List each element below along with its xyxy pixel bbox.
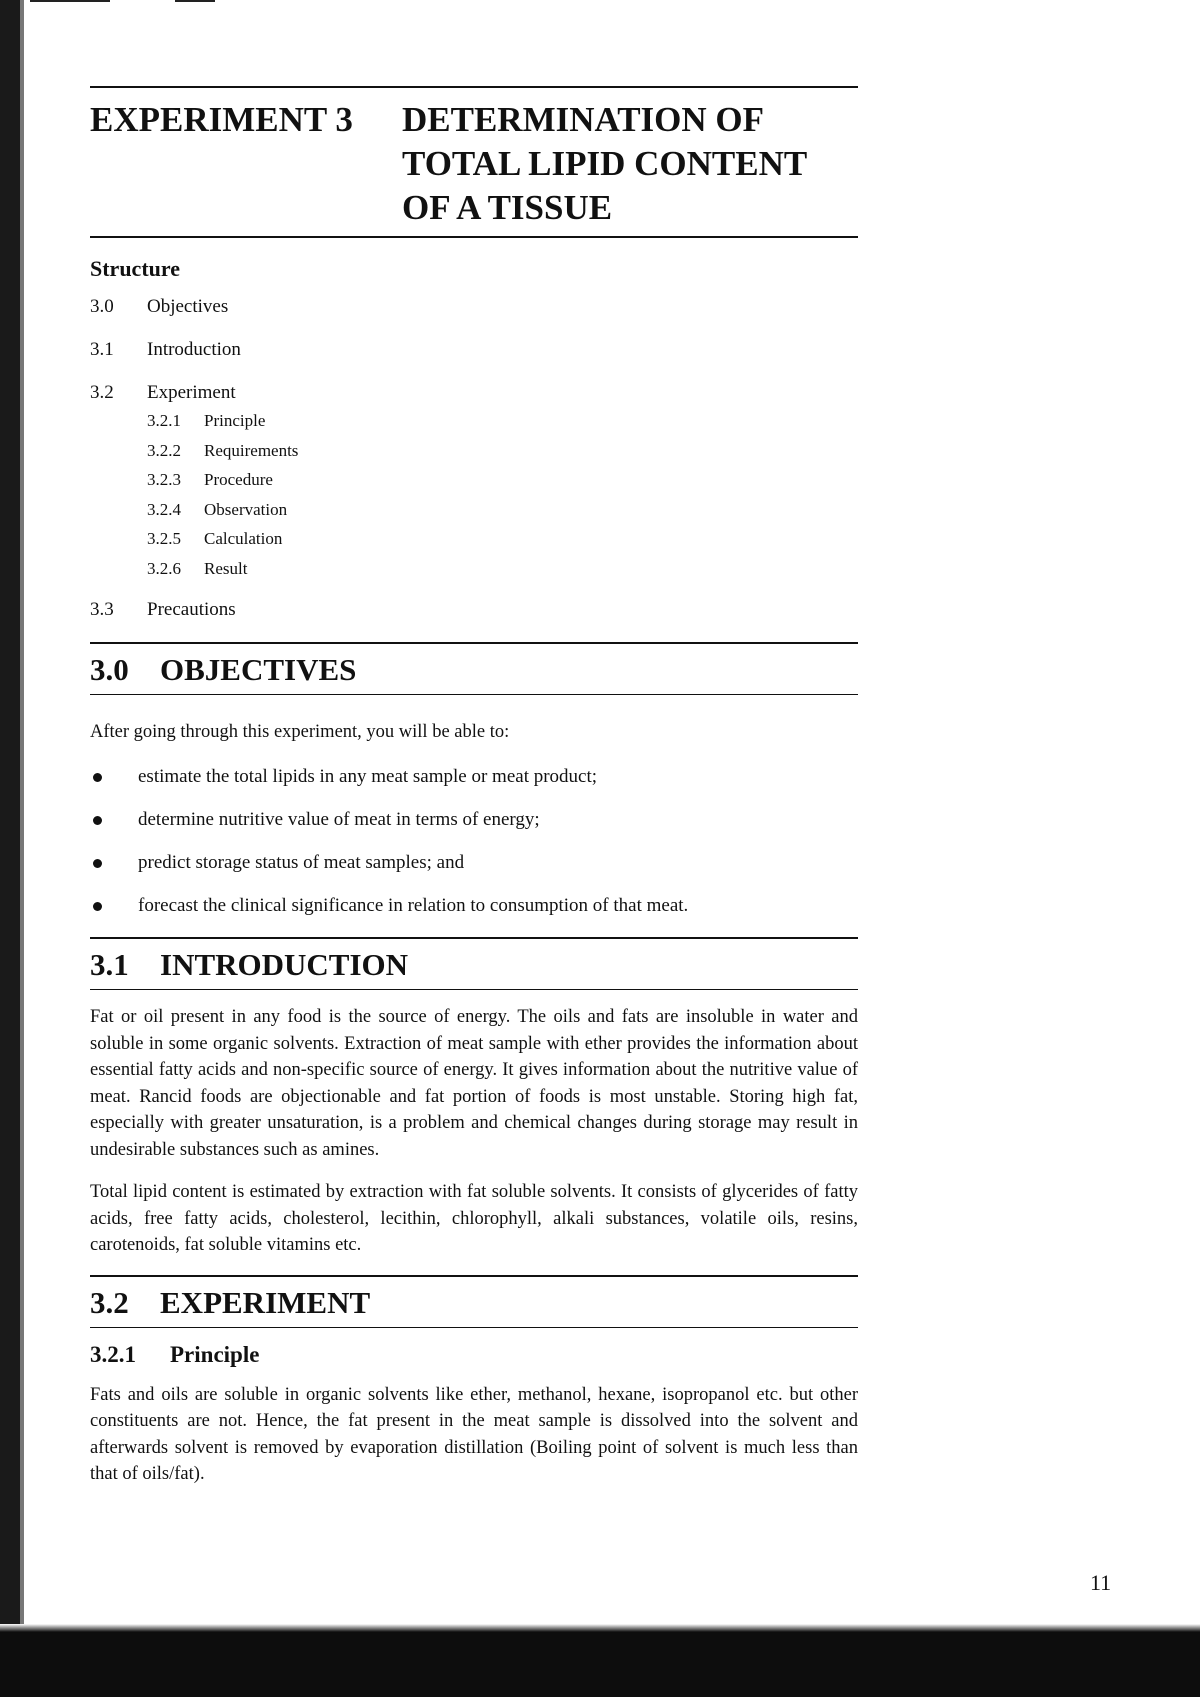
list-item — [90, 851, 858, 875]
section-bottom-rule — [90, 989, 858, 990]
scan-left-edge — [0, 0, 20, 1697]
toc-number: 3.1 — [90, 339, 114, 360]
bullet-icon — [90, 894, 138, 918]
objectives-list — [90, 765, 858, 918]
list-item — [90, 808, 858, 832]
section-title: INTRODUCTION — [160, 947, 409, 982]
experiment-header — [90, 88, 858, 236]
toc-subnumber: 3.2.2 — [147, 440, 181, 460]
paragraph: Fat or oil present in any food is the source of energy. The oils and fats are insoluble in water and soluble in some organic solvents. Extraction of meat sample with ether provides the information about essential fatty acids and non-specific source of energy. It gives information about the nutritive value of meat. Rancid foods are objectionable and fat portion of foods is most unstable. Storing high fat, especially with greater unsaturation, is a problem and chemical changes during storage may result in undesirable substances such as amines. — [90, 1007, 858, 1160]
scan-bottom-edge — [0, 1632, 1200, 1697]
list-item — [90, 894, 858, 918]
toc-subitem — [147, 559, 858, 579]
toc-subnumber: 3.2.1 — [147, 411, 181, 430]
section-heading-objectives — [90, 644, 858, 694]
structure-list — [90, 296, 858, 621]
section-heading-introduction — [90, 939, 858, 989]
section-number: 3.2 — [90, 1284, 129, 1320]
toc-label: Experiment — [147, 382, 236, 403]
scan-top-mark — [30, 0, 110, 2]
list-item-text: estimate the total lipids in any meat sample or meat product; — [138, 766, 598, 787]
scan-top-mark — [175, 0, 215, 2]
principle-paragraph: Fats and oils are soluble in organic solvents like ether, methanol, hexane, isopropanol etc. but other constituents are not. Hence, the fat present in the meat sample is dissolved into the solvent and afterwards solvent is removed by evaporation distillation (Boiling point of solvent is much less than that of oils/fat). — [90, 1384, 858, 1484]
list-item-text: determine nutritive value of meat in terms of energy; — [138, 809, 540, 830]
toc-number: 3.2 — [90, 382, 114, 403]
toc-number: 3.3 — [90, 598, 114, 620]
toc-sublist — [147, 411, 858, 579]
bullet-icon — [90, 851, 138, 875]
bullet-icon — [90, 765, 138, 789]
section-heading-experiment — [90, 1277, 858, 1327]
toc-sublabel: Procedure — [204, 470, 273, 489]
toc-subnumber: 3.2.3 — [147, 470, 181, 489]
list-item-text: forecast the clinical significance in relation to consumption of that meat. — [138, 895, 689, 916]
scan-bottom-fade — [0, 1624, 1200, 1632]
toc-sublabel: Observation — [204, 499, 288, 519]
toc-subitem — [147, 470, 858, 490]
list-item-text: predict storage status of meat samples; and — [138, 852, 465, 873]
toc-item — [90, 296, 858, 318]
page-number: 11 — [1090, 1570, 1112, 1595]
experiment-title: DETERMINATION OF TOTAL LIPID CONTENT OF A TISSUE — [402, 100, 808, 227]
section-title: EXPERIMENT — [160, 1284, 371, 1320]
section-title: OBJECTIVES — [160, 651, 357, 687]
document-page — [90, 86, 858, 1488]
toc-item — [90, 599, 858, 621]
toc-number: 3.0 — [90, 296, 114, 317]
toc-subnumber: 3.2.5 — [147, 529, 181, 548]
objectives-intro: After going through this experiment, you will be able to: — [90, 721, 510, 742]
bullet-icon — [90, 808, 138, 832]
toc-label: Introduction — [147, 339, 241, 360]
toc-subitem — [147, 411, 858, 431]
toc-subnumber: 3.2.6 — [147, 558, 181, 578]
toc-item — [90, 382, 858, 404]
section-bottom-rule — [90, 1327, 858, 1328]
experiment-label: EXPERIMENT 3 — [90, 100, 353, 139]
toc-subitem — [147, 500, 858, 520]
section-number: 3.0 — [90, 651, 129, 687]
section-bottom-rule — [90, 694, 858, 695]
introduction-body — [90, 1004, 858, 1259]
subsection-title: Principle — [170, 1341, 260, 1367]
toc-sublabel: Calculation — [204, 529, 283, 548]
toc-sublabel: Principle — [204, 411, 266, 430]
toc-item — [90, 339, 858, 361]
toc-subitem — [147, 529, 858, 549]
header-bottom-rule — [90, 236, 858, 238]
toc-subitem — [147, 441, 858, 461]
structure-heading: Structure — [90, 256, 181, 281]
toc-sublabel: Requirements — [204, 440, 299, 460]
toc-subnumber: 3.2.4 — [147, 499, 181, 519]
paragraph: Total lipid content is estimated by extraction with fat soluble solvents. It consists of glycerides of fatty acids, free fatty acids, cholesterol, lecithin, chlorophyll, alkali substances, volatile oils, resins, carotenoids, fat soluble vitamins etc. — [90, 1182, 858, 1255]
subsection-number: 3.2.1 — [90, 1341, 136, 1367]
section-number: 3.1 — [90, 947, 129, 982]
subsection-heading-principle — [90, 1342, 858, 1368]
toc-label: Precautions — [147, 598, 236, 620]
toc-sublabel: Result — [204, 558, 248, 578]
toc-label: Objectives — [147, 296, 229, 317]
scan-left-edge-shadow — [20, 0, 24, 1697]
list-item — [90, 765, 858, 789]
